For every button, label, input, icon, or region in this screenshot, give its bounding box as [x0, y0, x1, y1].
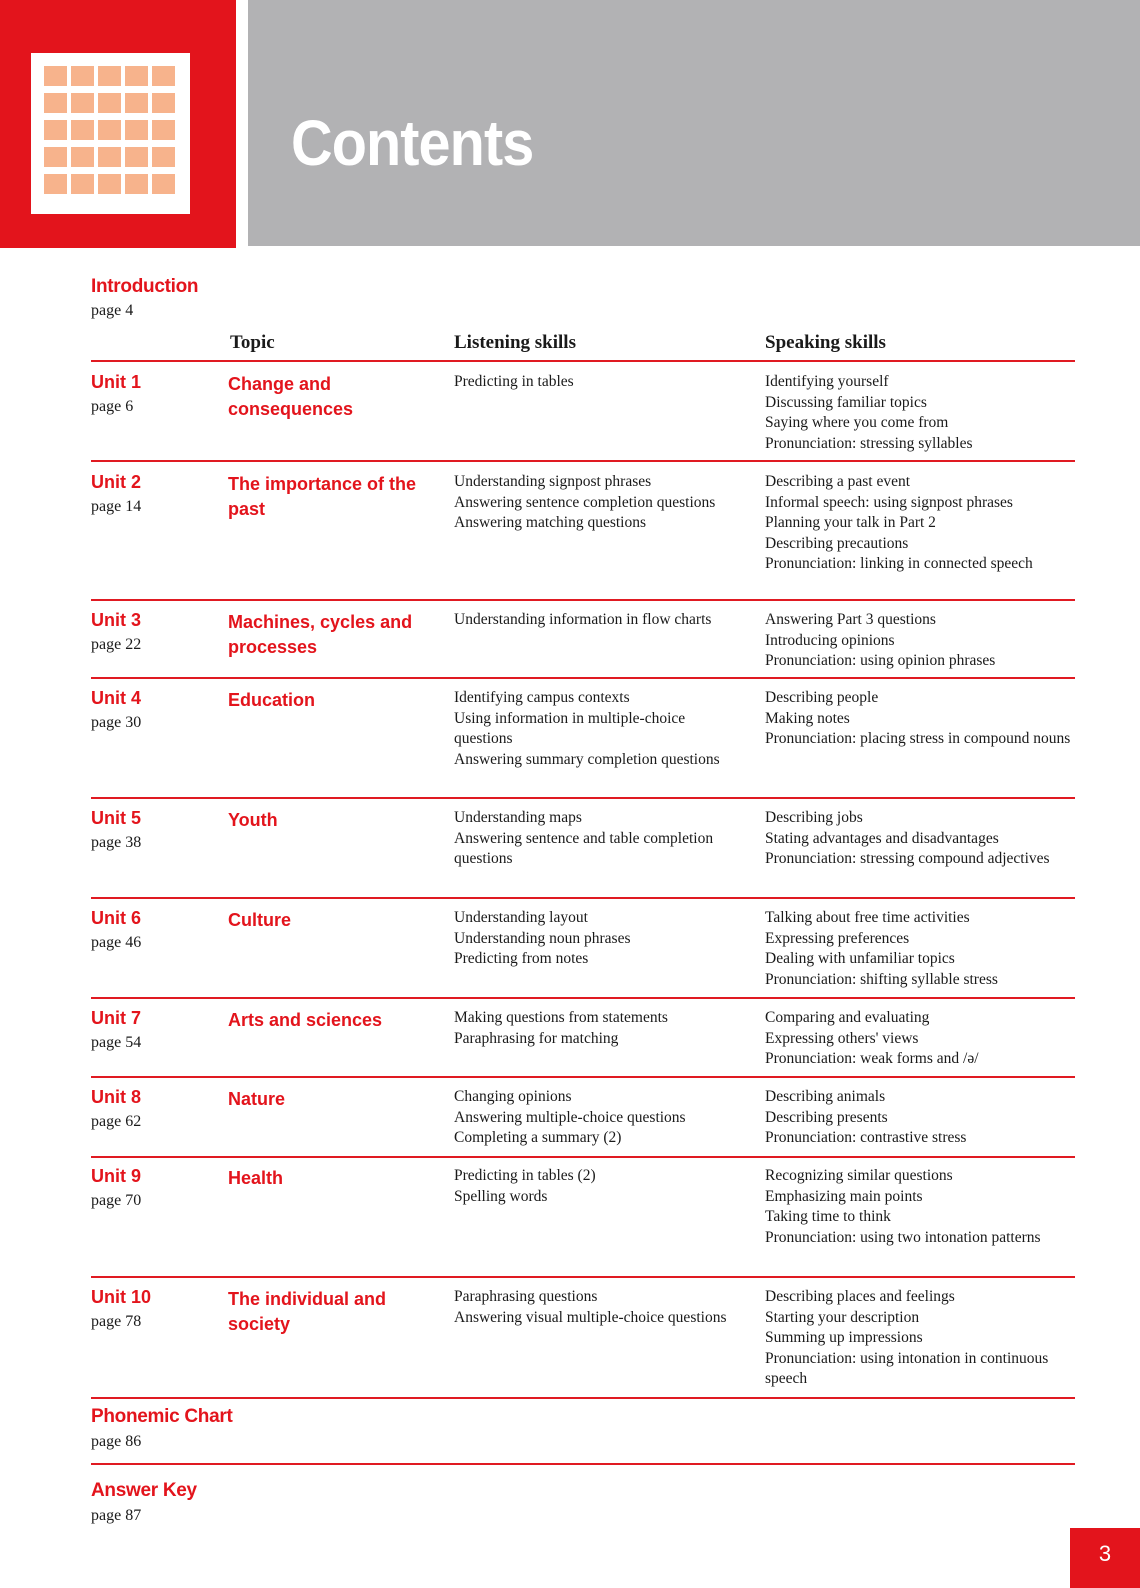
speaking-skill-item: Pronunciation: stressing syllables — [765, 434, 973, 452]
logo-tile — [98, 147, 121, 167]
speaking-skill-item: Planning your talk in Part 2 — [765, 514, 936, 531]
unit-topic: Nature — [228, 1089, 286, 1109]
logo-tile-grid — [44, 66, 175, 194]
speaking-skill-item: Taking time to think — [765, 1208, 891, 1225]
section-rule — [91, 1463, 1075, 1465]
speaking-skills-list — [765, 1008, 1075, 1070]
row-rule — [91, 677, 1075, 679]
unit-topic: Change and consequences — [228, 374, 354, 419]
unit-label[interactable]: Unit 4 — [91, 688, 142, 708]
logo-tile — [71, 66, 94, 86]
column-header-topic: Topic — [230, 332, 275, 353]
listening-skills-list — [454, 908, 744, 970]
unit-topic: Machines, cycles and processes — [228, 612, 413, 657]
speaking-skills-list — [765, 1287, 1075, 1390]
logo-tile — [98, 120, 121, 140]
speaking-skill-item: Identifying yourself — [765, 373, 889, 390]
unit-label[interactable]: Unit 10 — [91, 1287, 152, 1307]
listening-skill-item: Answering sentence and table completion questions — [454, 829, 714, 867]
logo-tile — [152, 93, 175, 113]
unit-label[interactable]: Unit 2 — [91, 472, 142, 492]
logo-tile — [71, 174, 94, 194]
logo-tile — [71, 93, 94, 113]
speaking-skill-item: Discussing familiar topics — [765, 393, 927, 411]
listening-skills-list — [454, 1166, 744, 1207]
row-rule — [91, 897, 1075, 899]
listening-skill-item: Predicting in tables (2) — [454, 1167, 596, 1184]
unit-page: page 54 — [91, 1034, 142, 1051]
listening-skill-item: Changing opinions — [454, 1088, 572, 1105]
logo-tile — [44, 93, 67, 113]
column-header-listening: Listening skills — [454, 332, 576, 353]
unit-page: page 70 — [91, 1192, 142, 1209]
page-title: Contents — [291, 107, 534, 179]
listening-skills-list — [454, 472, 744, 534]
unit-page: page 78 — [91, 1313, 142, 1330]
listening-skills-list — [454, 610, 744, 631]
speaking-skill-item: Pronunciation: using intonation in continuous speech — [765, 1349, 1049, 1387]
logo-tile — [125, 120, 148, 140]
logo-tile — [71, 147, 94, 167]
unit-page: page 14 — [91, 498, 142, 515]
unit-topic: Culture — [228, 910, 291, 930]
listening-skill-item: Making questions from statements — [454, 1009, 668, 1026]
unit-label[interactable]: Unit 9 — [91, 1166, 142, 1186]
listening-skills-list — [454, 372, 744, 393]
speaking-skill-item: Pronunciation: placing stress in compound nouns — [765, 730, 1071, 747]
speaking-skill-item: Recognizing similar questions — [765, 1167, 953, 1184]
speaking-skill-item: Pronunciation: linking in connected speech — [765, 555, 1033, 572]
speaking-skill-item: Summing up impressions — [765, 1329, 923, 1346]
row-rule — [91, 997, 1075, 999]
logo-tile — [98, 93, 121, 113]
speaking-skills-list — [765, 610, 1075, 672]
row-rule — [91, 1276, 1075, 1278]
listening-skill-item: Understanding signpost phrases — [454, 473, 652, 490]
speaking-skill-item: Pronunciation: contrastive stress — [765, 1129, 967, 1146]
logo-tile — [125, 174, 148, 194]
listening-skill-item: Answering sentence completion questions — [454, 493, 716, 511]
unit-label[interactable]: Unit 6 — [91, 908, 142, 928]
listening-skill-item: Answering summary completion questions — [454, 750, 720, 768]
logo-tile — [98, 174, 121, 194]
speaking-skill-item: Starting your description — [765, 1308, 920, 1326]
speaking-skills-list — [765, 1087, 1075, 1149]
listening-skill-item: Using information in multiple-choice questions — [454, 709, 686, 747]
logo-tile — [44, 66, 67, 86]
listening-skills-list — [454, 808, 744, 870]
speaking-skill-item: Informal speech: using signpost phrases — [765, 493, 1013, 511]
listening-skills-list — [454, 1008, 744, 1049]
row-rule — [91, 460, 1075, 462]
listening-skill-item: Answering visual multiple-choice questions — [454, 1308, 727, 1326]
unit-label[interactable]: Unit 3 — [91, 610, 142, 630]
row-rule — [91, 1076, 1075, 1078]
introduction-page: page 4 — [91, 302, 134, 319]
listening-skill-item: Paraphrasing for matching — [454, 1029, 619, 1047]
listening-skill-item: Answering matching questions — [454, 514, 647, 531]
logo-tile — [152, 66, 175, 86]
speaking-skill-item: Making notes — [765, 709, 850, 727]
phonemic-chart-page: page 86 — [91, 1433, 142, 1450]
speaking-skill-item: Describing presents — [765, 1108, 888, 1126]
listening-skill-item: Answering multiple-choice questions — [454, 1108, 686, 1126]
logo-tile — [125, 66, 148, 86]
speaking-skill-item: Describing people — [765, 689, 879, 706]
logo-tile — [44, 174, 67, 194]
listening-skill-item: Understanding noun phrases — [454, 929, 631, 947]
unit-label[interactable]: Unit 1 — [91, 372, 142, 392]
page-number: 3 — [1070, 1528, 1140, 1588]
speaking-skill-item: Pronunciation: shifting syllable stress — [765, 970, 998, 988]
listening-skills-list — [454, 1287, 744, 1328]
listening-skill-item: Paraphrasing questions — [454, 1288, 598, 1305]
speaking-skills-list — [765, 372, 1075, 454]
unit-page: page 22 — [91, 636, 142, 653]
header-rule — [91, 360, 1075, 362]
row-rule — [91, 1156, 1075, 1158]
unit-page: page 46 — [91, 934, 142, 951]
speaking-skill-item: Describing jobs — [765, 809, 863, 826]
listening-skill-item: Predicting from notes — [454, 950, 589, 967]
speaking-skill-item: Saying where you come from — [765, 414, 949, 431]
answer-key-page: page 87 — [91, 1507, 142, 1524]
speaking-skill-item: Talking about free time activities — [765, 909, 970, 926]
speaking-skill-item: Pronunciation: using opinion phrases — [765, 652, 996, 669]
unit-topic: Education — [228, 690, 316, 710]
row-rule — [91, 599, 1075, 601]
speaking-skills-list — [765, 808, 1075, 870]
unit-page: page 62 — [91, 1113, 142, 1130]
speaking-skill-item: Expressing others' views — [765, 1029, 919, 1047]
logo-tile — [44, 147, 67, 167]
unit-label[interactable]: Unit 5 — [91, 808, 142, 828]
logo-tile — [44, 120, 67, 140]
logo-tile — [152, 120, 175, 140]
listening-skill-item: Identifying campus contexts — [454, 689, 630, 706]
logo-tile — [152, 174, 175, 194]
speaking-skill-item: Emphasizing main points — [765, 1187, 923, 1205]
unit-topic: The importance of the past — [228, 474, 417, 519]
speaking-skill-item: Describing places and feelings — [765, 1288, 955, 1305]
speaking-skill-item: Pronunciation: weak forms and /ə/ — [765, 1050, 979, 1067]
unit-label[interactable]: Unit 8 — [91, 1087, 142, 1107]
row-rule — [91, 797, 1075, 799]
row-rule — [91, 1397, 1075, 1399]
header-red-block — [0, 0, 236, 248]
speaking-skills-list — [765, 908, 1075, 990]
speaking-skill-item: Describing animals — [765, 1088, 886, 1105]
listening-skill-item: Understanding information in flow charts — [454, 611, 712, 628]
logo-tile — [152, 147, 175, 167]
speaking-skill-item: Describing a past event — [765, 473, 911, 490]
speaking-skill-item: Introducing opinions — [765, 631, 895, 649]
grid-logo-icon — [31, 53, 190, 214]
logo-tile — [125, 147, 148, 167]
phonemic-chart-heading[interactable]: Phonemic Chart — [91, 1406, 233, 1427]
speaking-skill-item: Expressing preferences — [765, 929, 910, 947]
unit-page: page 38 — [91, 834, 142, 851]
listening-skill-item: Understanding layout — [454, 909, 588, 926]
speaking-skill-item: Dealing with unfamiliar topics — [765, 950, 955, 967]
listening-skill-item: Completing a summary (2) — [454, 1129, 622, 1146]
listening-skills-list — [454, 1087, 744, 1149]
unit-label[interactable]: Unit 7 — [91, 1008, 142, 1028]
introduction-heading[interactable]: Introduction — [91, 276, 199, 297]
column-header-speaking: Speaking skills — [765, 332, 886, 353]
logo-tile — [125, 93, 148, 113]
speaking-skill-item: Answering Part 3 questions — [765, 611, 936, 628]
listening-skill-item: Predicting in tables — [454, 373, 574, 390]
speaking-skill-item: Stating advantages and disadvantages — [765, 829, 999, 847]
speaking-skill-item: Pronunciation: stressing compound adjectives — [765, 850, 1050, 867]
speaking-skills-list — [765, 688, 1075, 750]
unit-page: page 30 — [91, 714, 142, 731]
answer-key-heading[interactable]: Answer Key — [91, 1480, 197, 1501]
speaking-skill-item: Comparing and evaluating — [765, 1009, 930, 1026]
unit-topic: Arts and sciences — [228, 1010, 383, 1030]
unit-page: page 6 — [91, 398, 134, 415]
listening-skills-list — [454, 688, 744, 770]
listening-skill-item: Understanding maps — [454, 809, 582, 826]
logo-tile — [71, 120, 94, 140]
speaking-skills-list — [765, 1166, 1075, 1248]
unit-topic: The individual and society — [228, 1289, 387, 1334]
unit-topic: Health — [228, 1168, 284, 1188]
speaking-skills-list — [765, 472, 1075, 575]
listening-skill-item: Spelling words — [454, 1187, 548, 1205]
unit-topic: Youth — [228, 810, 278, 830]
logo-tile — [98, 66, 121, 86]
speaking-skill-item: Pronunciation: using two intonation patterns — [765, 1228, 1041, 1246]
speaking-skill-item: Describing precautions — [765, 534, 909, 552]
